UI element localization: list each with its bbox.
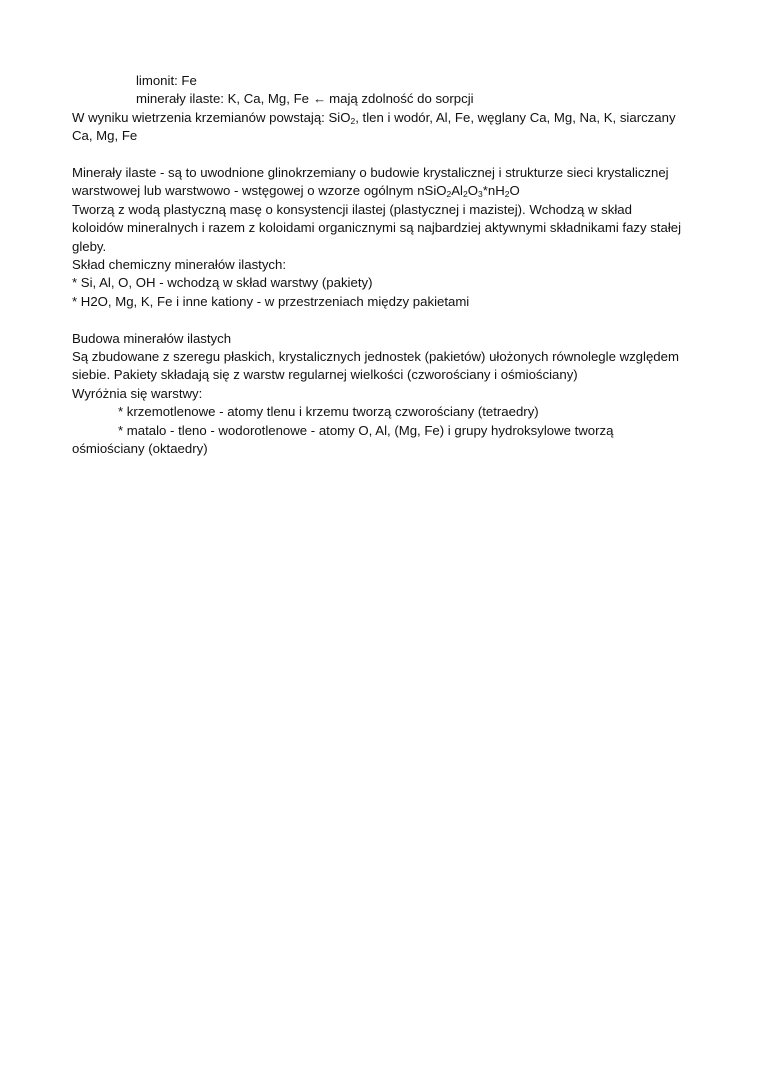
definition-paragraph: [72, 164, 682, 201]
subscript: 2: [504, 189, 510, 200]
subscript: 3: [478, 189, 483, 200]
document-body: [72, 72, 682, 459]
sorpcja-text: mają zdolność do sorpcji: [329, 91, 474, 107]
formula-part: O: [467, 183, 478, 199]
layers-title: Wyróżnia się warstwy:: [72, 385, 203, 401]
budowa-heading: Budowa minerałów ilastych: [72, 330, 232, 346]
subscript: 2: [350, 115, 356, 126]
subscript: 2: [463, 189, 468, 200]
layer-item-krzemotlenowe: * krzemotlenowe - atomy tlenu i krzemu tworzą czworościany (tetraedry): [118, 404, 539, 420]
formula-part: O: [509, 183, 520, 199]
subscript: 2: [446, 189, 452, 200]
sklad-item: * H2O, Mg, K, Fe i inne kationy - w przestrzeniach między pakietami: [72, 293, 470, 309]
wietrzenie-text: W wyniku wietrzenia krzemianów powstają: SiO: [72, 109, 351, 125]
spacer: [72, 146, 682, 164]
limonit-text: limonit: Fe: [136, 73, 197, 88]
budowa-paragraph: Są zbudowane z szeregu płaskich, krystalicznych jednostek (pakietów) ułożonych równolegle względem siebie. Pakiety składają się z warstw regularnej wielkości (czworościany i ośmiościany): [72, 349, 679, 383]
wietrzenie-paragraph: [72, 109, 682, 146]
sklad-title: Skład chemiczny minerałów ilastych:: [72, 257, 287, 273]
formula-part: *nH: [482, 183, 505, 199]
mineraly-text: minerały ilaste: K, Ca, Mg, Fe: [136, 91, 309, 107]
layer-item-matalo-continued: ośmiościany (oktaedry): [72, 441, 208, 457]
sklad-item: * Si, Al, O, OH - wchodzą w skład warstwy (pakiety): [72, 275, 373, 291]
formula-part: Al: [451, 183, 463, 199]
mineraly-line: [72, 90, 682, 108]
definition-text: Minerały ilaste - są to uwodnione glinokrzemiany o budowie krystalicznej i strukturze sieci krystalicznej warstwowej lub warstwowo - wstęgowej o wzorze ogólnym nSiO: [72, 165, 669, 199]
layer-item-matalo: * matalo - tleno - wodorotlenowe - atomy O, Al, (Mg, Fe) i grupy hydroksylowe tworzą: [118, 422, 614, 438]
spacer: [72, 311, 682, 329]
limonit-line: [72, 72, 682, 90]
wietrzenie-text-end: , tlen i wodór, Al, Fe, węglany Ca, Mg, Na, K, siarczany Ca, Mg, Fe: [72, 109, 676, 144]
arrow-left-icon: ←: [312, 91, 327, 107]
plastic-paragraph: Tworzą z wodą plastyczną masę o konsystencji ilastej (plastycznej i mazistej). Wchodzą w skład koloidów mineralnych i razem z koloidami organicznymi są najbardziej aktywnymi składnikami fazy stałej gleby.: [72, 201, 682, 254]
